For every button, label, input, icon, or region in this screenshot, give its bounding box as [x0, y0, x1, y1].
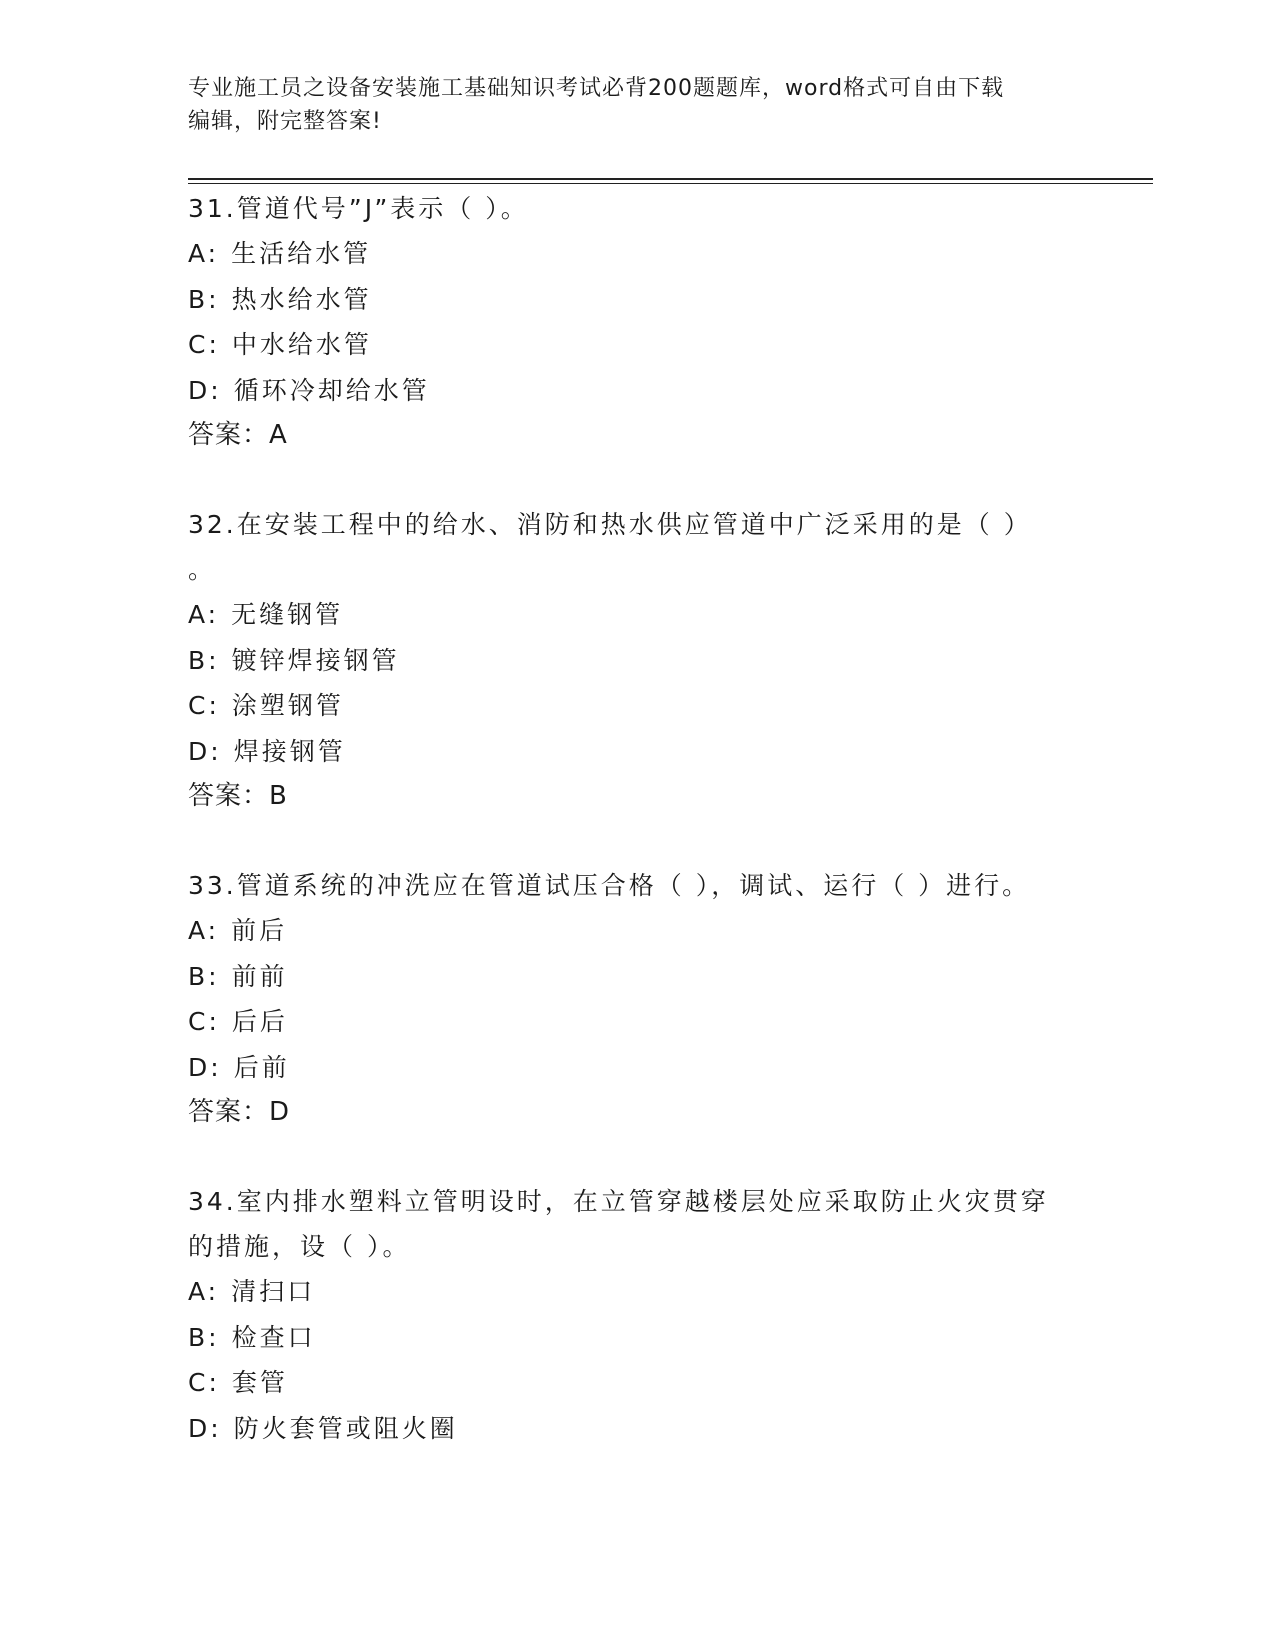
answer-value: D — [269, 1097, 291, 1127]
question-number: 31. — [188, 194, 237, 223]
option-text: 生活给水管 — [231, 239, 372, 268]
answer-label: 答案： — [188, 420, 270, 450]
option-letter: D: — [188, 736, 222, 766]
option-a — [188, 1269, 1088, 1315]
option-text: 检查口 — [231, 1322, 316, 1352]
option-letter: A: — [188, 1277, 220, 1306]
question-text-line: 的措施，设（ ）。 — [188, 1232, 411, 1261]
answer-label: 答案： — [188, 781, 270, 811]
option-letter: D: — [188, 1413, 222, 1443]
option-text: 后前 — [233, 1052, 290, 1082]
option-c — [188, 999, 1088, 1045]
option-letter: B: — [188, 961, 220, 991]
option-letter: D: — [188, 1052, 222, 1082]
answer-value: A — [269, 420, 288, 450]
question-stem-continued — [188, 1224, 1088, 1269]
option-a — [188, 908, 1088, 954]
question-stem — [188, 1179, 1088, 1224]
option-letter: B: — [188, 284, 220, 314]
option-text: 后后 — [231, 1007, 288, 1036]
question-text-line: 管道代号”J”表示（ ）。 — [236, 194, 529, 223]
question-stem-continued — [188, 547, 1088, 592]
option-text: 中水给水管 — [231, 330, 372, 359]
option-text: 前前 — [231, 961, 288, 991]
question-31 — [188, 186, 1088, 458]
option-c — [188, 322, 1088, 368]
answer-value: B — [269, 781, 288, 811]
question-34 — [188, 1179, 1088, 1451]
option-text: 前后 — [231, 916, 288, 945]
question-stem — [188, 186, 1088, 231]
option-letter: C: — [188, 691, 220, 720]
option-b — [188, 954, 1088, 1000]
answer-line — [188, 1090, 1088, 1135]
header-line-1: 专业施工员之设备安装施工基础知识考试必背200题题库，word格式可自由下载 — [188, 76, 1005, 101]
option-a — [188, 592, 1088, 638]
option-d — [188, 729, 1088, 775]
header-line-2: 编辑，附完整答案! — [188, 109, 382, 134]
header-divider-thick — [188, 178, 1153, 180]
question-33 — [188, 863, 1088, 1135]
option-text: 循环冷却给水管 — [233, 375, 430, 405]
answer-line — [188, 774, 1088, 819]
question-stem — [188, 502, 1088, 547]
question-list — [188, 186, 1088, 1495]
option-b — [188, 1315, 1088, 1361]
answer-label: 答案： — [188, 1097, 270, 1127]
question-stem — [188, 863, 1088, 908]
option-letter: A: — [188, 916, 220, 945]
option-letter: C: — [188, 1007, 220, 1036]
option-d — [188, 1406, 1088, 1452]
option-letter: C: — [188, 330, 220, 359]
option-text: 热水给水管 — [231, 284, 372, 314]
answer-line — [188, 413, 1088, 458]
question-text-line: 管道系统的冲洗应在管道试压合格（ ），调试、运行（ ）进行。 — [236, 871, 1031, 900]
option-letter: A: — [188, 239, 220, 268]
option-letter: B: — [188, 1322, 220, 1352]
question-text-line: 在安装工程中的给水、消防和热水供应管道中广泛采用的是（ ） — [236, 510, 1032, 539]
option-letter: B: — [188, 645, 220, 675]
document-header — [188, 72, 1088, 138]
option-c — [188, 683, 1088, 729]
option-b — [188, 277, 1088, 323]
option-letter: D: — [188, 375, 222, 405]
option-d — [188, 368, 1088, 414]
option-d — [188, 1045, 1088, 1091]
question-number: 32. — [188, 510, 237, 539]
option-text: 无缝钢管 — [231, 600, 344, 629]
option-text: 焊接钢管 — [233, 736, 346, 766]
question-32 — [188, 502, 1088, 819]
question-number: 33. — [188, 871, 237, 900]
option-c — [188, 1360, 1088, 1406]
question-text-line: 室内排水塑料立管明设时，在立管穿越楼层处应采取防止火灾贯穿 — [236, 1187, 1049, 1216]
option-b — [188, 638, 1088, 684]
option-letter: C: — [188, 1368, 220, 1397]
header-divider-thin — [188, 183, 1153, 184]
option-text: 套管 — [231, 1368, 288, 1397]
option-a — [188, 231, 1088, 277]
option-text: 清扫口 — [231, 1277, 316, 1306]
question-text-line: 。 — [188, 555, 217, 584]
option-text: 镀锌焊接钢管 — [231, 645, 400, 675]
option-text: 防火套管或阻火圈 — [233, 1413, 458, 1443]
question-number: 34. — [188, 1187, 237, 1216]
option-letter: A: — [188, 600, 220, 629]
option-text: 涂塑钢管 — [231, 691, 344, 720]
